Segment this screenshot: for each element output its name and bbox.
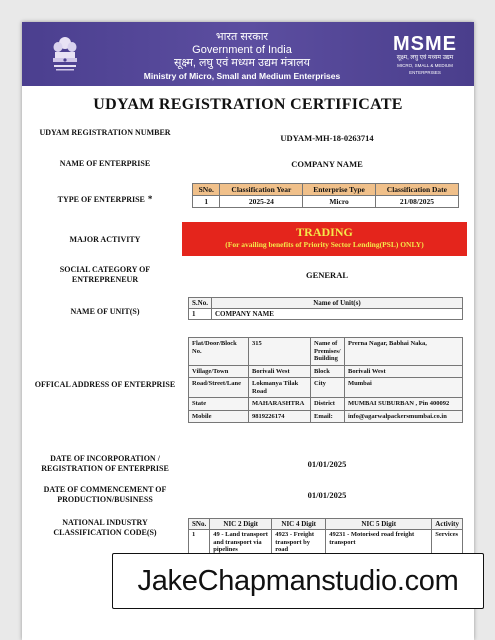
- major-activity-note: (For availing benefits of Priority Sector Lending(PSL) ONLY): [225, 240, 424, 249]
- classification-header-cell: Enterprise Type: [303, 184, 376, 196]
- nic-cell: 49 - Land transport and transport via pipelines: [210, 530, 272, 556]
- incorporation-date-value: 01/01/2025: [307, 459, 347, 469]
- classification-header-cell: Classification Year: [220, 184, 303, 196]
- units-header-cell: S.No.: [189, 298, 212, 309]
- flat-value: 315: [249, 338, 311, 366]
- email-value: info@agarwalpackersmumbai.co.in: [345, 410, 463, 423]
- units-cell: COMPANY NAME: [211, 309, 462, 320]
- nic-header-cell: NIC 5 Digit: [326, 519, 432, 530]
- units-label: NAME OF UNIT(S): [70, 307, 140, 316]
- road-label: Road/Street/Lane: [189, 378, 249, 398]
- district-label: District: [311, 398, 345, 411]
- social-category-value: GENERAL: [305, 270, 349, 280]
- classification-table: [192, 183, 459, 208]
- block-label: Block: [311, 365, 345, 378]
- village-value: Borivali West: [249, 365, 311, 378]
- certificate-header: [22, 22, 474, 86]
- block-value: Borivali West: [345, 365, 463, 378]
- email-label: Email:: [311, 410, 345, 423]
- certificate-title: UDYAM REGISTRATION CERTIFICATE: [93, 96, 403, 113]
- classification-cell: 1: [193, 196, 220, 208]
- major-activity-label: MAJOR ACTIVITY: [69, 235, 141, 244]
- major-activity-value: TRADING: [296, 225, 353, 239]
- nic-cell: Services: [432, 530, 463, 556]
- premises-value: Prerna Nagar, Babhai Naka,: [345, 338, 463, 366]
- nic-cell: 1: [189, 530, 210, 556]
- classification-cell: Micro: [303, 196, 376, 208]
- msme-logo-english: MICRO, SMALL & MEDIUM ENTERPRISES: [397, 63, 453, 75]
- government-of-india-text: Government of India: [192, 44, 292, 56]
- nic-header-cell: NIC 2 Digit: [210, 519, 272, 530]
- address-row: [189, 378, 463, 398]
- social-category-label: SOCIAL CATEGORY OF ENTREPRENEUR: [59, 265, 151, 284]
- units-header-cell: Name of Unit(s): [211, 298, 462, 309]
- units-row: [189, 309, 463, 320]
- mobile-label: Mobile: [189, 410, 249, 423]
- state-label: State: [189, 398, 249, 411]
- official-address-label: OFFICAL ADDRESS OF ENTERPRISE: [34, 380, 176, 389]
- registration-number-value: UDYAM-MH-18-0263714: [280, 133, 374, 143]
- national-emblem-icon: [48, 34, 82, 78]
- nic-header-row: [189, 519, 463, 530]
- hindi-ministry-text: सूक्ष्म, लघु एवं मध्यम उद्यम मंत्रालय: [174, 57, 310, 69]
- village-label: Village/Town: [189, 365, 249, 378]
- road-value: Lokmanya Tilak Road: [249, 378, 311, 398]
- enterprise-type-label-text: TYPE OF ENTERPRISE: [57, 195, 145, 204]
- certificate-sheet: [22, 22, 474, 640]
- state-value: MAHARASHTRA: [249, 398, 311, 411]
- units-header-row: [189, 298, 463, 309]
- units-cell: 1: [189, 309, 212, 320]
- ministry-name-text: Ministry of Micro, Small and Medium Enterprises: [143, 71, 341, 81]
- classification-header-row: [193, 184, 459, 196]
- address-row: [189, 365, 463, 378]
- address-row: [189, 410, 463, 423]
- address-row: [189, 398, 463, 411]
- nic-row: [189, 530, 463, 556]
- nic-header-cell: Activity: [432, 519, 463, 530]
- address-table: [188, 337, 463, 423]
- commencement-date-value: 01/01/2025: [307, 490, 347, 500]
- msme-logo-hindi: सूक्ष्म, लघु एवं मध्यम उद्यम: [396, 55, 454, 61]
- hindi-government-text: भारत सरकार: [215, 31, 269, 43]
- mobile-value: 9819226174: [249, 410, 311, 423]
- msme-logo: [390, 34, 460, 76]
- registration-number-label: UDYAM REGISTRATION NUMBER: [39, 128, 171, 137]
- nic-header-cell: SNo.: [189, 519, 210, 530]
- classification-cell: 2025-24: [220, 196, 303, 208]
- units-table: [188, 297, 463, 320]
- classification-header-cell: SNo.: [193, 184, 220, 196]
- district-value: MUMBAI SUBURBAN , Pin 400092: [345, 398, 463, 411]
- flat-label: Flat/Door/Block No.: [189, 338, 249, 366]
- city-value: Mumbai: [345, 378, 463, 398]
- enterprise-name-value: COMPANY NAME: [291, 159, 363, 169]
- enterprise-type-label: [30, 195, 180, 205]
- enterprise-name-label: NAME OF ENTERPRISE: [59, 159, 151, 168]
- watermark-banner: JakeChapmanstudio.com: [112, 553, 484, 609]
- enterprise-type-asterisk: *: [147, 194, 153, 204]
- nic-cell: 4923 - Freight transport by road: [272, 530, 326, 556]
- premises-label: Name of Premises/ Building: [311, 338, 345, 366]
- commencement-date-label: DATE OF COMMENCEMENT OF PRODUCTION/BUSINESS: [43, 485, 167, 504]
- address-row: [189, 338, 463, 366]
- nic-cell: 49231 - Motorised road freight transport: [326, 530, 432, 556]
- msme-logo-mark: MSME: [393, 33, 457, 55]
- major-activity-box: [182, 222, 467, 256]
- nic-header-cell: NIC 4 Digit: [272, 519, 326, 530]
- incorporation-date-label: DATE OF INCORPORATION / REGISTRATION OF ENTERPRISE: [41, 454, 169, 473]
- city-label: City: [311, 378, 345, 398]
- classification-cell: 21/08/2025: [375, 196, 458, 208]
- nic-codes-label: NATIONAL INDUSTRY CLASSIFICATION CODE(S): [53, 518, 157, 537]
- ministry-heading: [92, 31, 392, 82]
- classification-header-cell: Classification Date: [375, 184, 458, 196]
- classification-row: [193, 196, 459, 208]
